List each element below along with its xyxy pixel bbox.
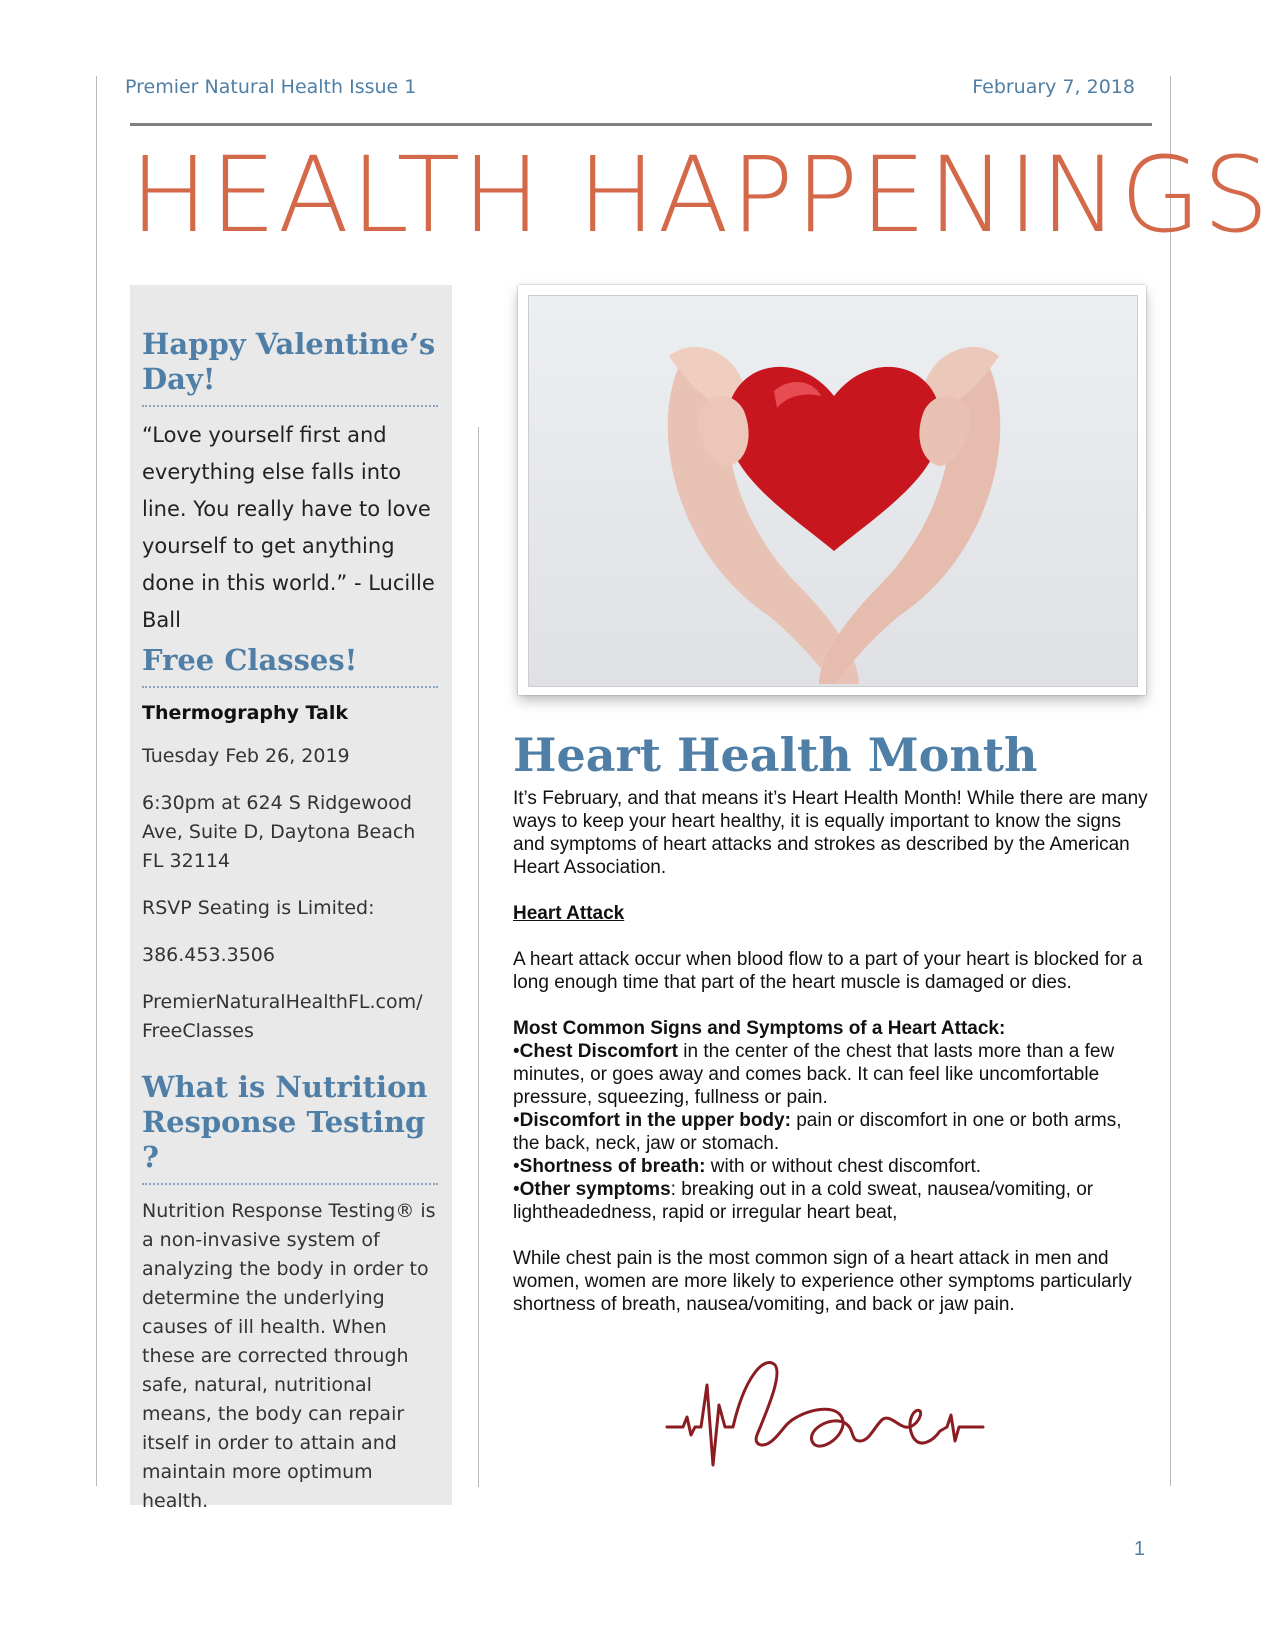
- column-divider: [478, 427, 479, 1487]
- masthead-title: HEALTH HAPPENINGS: [130, 134, 1271, 256]
- love-heartbeat-graphic: [665, 1345, 985, 1480]
- valentine-quote: “Love yourself first and everything else falls into line. You really have to love yourself to get anything done in this world.” - Lucille Ball: [142, 423, 435, 632]
- page-number: 1: [1133, 1538, 1145, 1560]
- hands-holding-heart-illustration: [529, 296, 1137, 686]
- class-title: Thermography Talk: [142, 702, 348, 724]
- sidebar: [130, 285, 452, 1512]
- class-location: 6:30pm at 624 S Ridgewood Ave, Suite D, Daytona Beach FL 32114: [142, 792, 416, 872]
- symptom-item: •Chest Discomfort in the center of the chest that lasts more than a few minutes, or goes away and comes back. It can feel like uncomfortable pressure, squeezing, fullness or pain.: [513, 1041, 1115, 1108]
- symptom-item: •Other symptoms: breaking out in a cold sweat, nausea/vomiting, or lightheadedness, rapid or irregular heart beat,: [513, 1179, 1094, 1223]
- article-intro: It’s February, and that means it’s Heart Health Month! While there are many ways to keep your heart healthy, it is equally important to know the signs and symptoms of heart attacks and strokes as described by the American Heart Association.: [513, 788, 1148, 878]
- header-divider: [130, 123, 1152, 126]
- heart-photo: [518, 285, 1146, 695]
- symptom-item: •Discomfort in the upper body: pain or discomfort in one or both arms, the back, neck, jaw or stomach.: [513, 1110, 1122, 1154]
- heart-attack-definition: A heart attack occur when blood flow to a part of your heart is blocked for a long enough time that part of the heart muscle is damaged or dies.: [513, 949, 1143, 993]
- nrt-body: Nutrition Response Testing® is a non-invasive system of analyzing the body in order to determine the underlying causes of ill health. When these are corrected through safe, natural, nutritional means, the body can repair itself in order to attain and maintain more optimum health.: [142, 1200, 436, 1512]
- right-border-rule: [1170, 76, 1171, 1486]
- article-closing: While chest pain is the most common sign of a heart attack in men and women, women are more likely to experience other symptoms particularly shortness of breath, nausea/vomiting, and back or jaw pain.: [513, 1248, 1132, 1315]
- free-classes-heading: Free Classes!: [142, 643, 358, 677]
- article-body: [513, 787, 1153, 1339]
- left-border-rule: [96, 76, 97, 1486]
- publication-name: Premier Natural Health Issue 1: [125, 76, 417, 98]
- heart-attack-subheading: Heart Attack: [513, 903, 625, 924]
- symptom-item: •Shortness of breath: with or without chest discomfort.: [513, 1156, 982, 1177]
- valentine-heading: Happy Valentine’s Day!: [142, 327, 436, 396]
- issue-date: February 7, 2018: [972, 76, 1135, 98]
- symptoms-title: Most Common Signs and Symptoms of a Heart Attack:: [513, 1018, 1006, 1039]
- classes-url[interactable]: PremierNaturalHealthFL.com/ FreeClasses: [142, 991, 423, 1042]
- article-heading: Heart Health Month: [513, 728, 1038, 782]
- rsvp-phone[interactable]: 386.453.3506: [142, 944, 275, 966]
- rsvp-note: RSVP Seating is Limited:: [142, 897, 375, 919]
- nrt-heading: What is Nutrition Response Testing ?: [142, 1070, 428, 1174]
- class-date: Tuesday Feb 26, 2019: [142, 745, 350, 767]
